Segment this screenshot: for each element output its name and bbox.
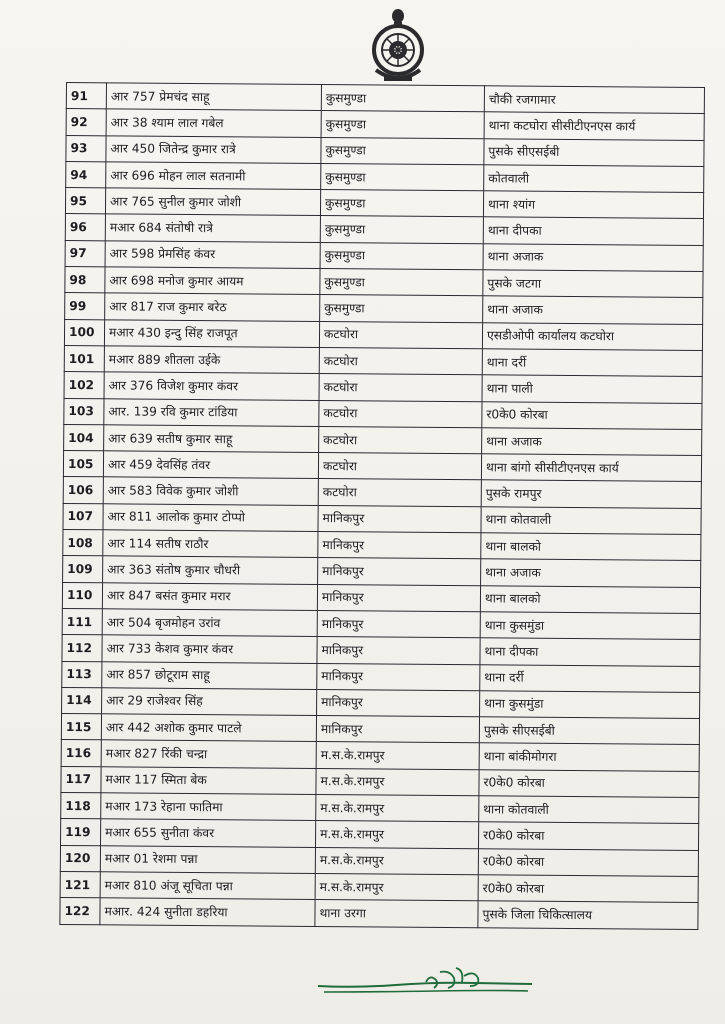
new-posting-cell: थाना बालको (481, 533, 701, 561)
signature-icon (316, 958, 536, 1002)
current-posting-cell: कुसमुण्डा (320, 242, 483, 270)
new-posting-cell: पुसके सीएसईबी (479, 717, 699, 745)
transfer-table-body (60, 83, 705, 929)
new-posting-cell: थाना अजाक (482, 428, 702, 456)
new-posting-cell: र0के0 कोरबा (478, 848, 698, 876)
current-posting-cell: कटघोरा (319, 374, 482, 402)
new-posting-cell: थाना दर्री (480, 664, 700, 692)
serial-number-cell: 93 (66, 135, 106, 162)
employee-name-cell: आर 442 अशोक कुमार पाटले (101, 714, 316, 742)
employee-name-cell: मआर 01 रेशमा पन्ना (100, 845, 315, 873)
serial-number-cell: 103 (64, 398, 104, 425)
current-posting-cell: म.स.के.रामपुर (315, 847, 478, 875)
current-posting-cell: मानिकपुर (317, 610, 480, 638)
current-posting-cell: कटघोरा (319, 426, 482, 454)
new-posting-cell: थाना कटघोरा सीसीटीएनएस कार्य (484, 112, 704, 140)
new-posting-cell: थाना बालको (480, 585, 700, 613)
current-posting-cell: कटघोरा (318, 479, 481, 507)
employee-name-cell: आर 847 बसंत कुमार मरार (102, 582, 317, 610)
new-posting-cell: थाना दीपका (480, 638, 700, 666)
serial-number-cell: 113 (62, 661, 102, 688)
new-posting-cell: एसडीओपी कार्यालय कटघोरा (482, 322, 702, 350)
current-posting-cell: मानिकपुर (317, 663, 480, 691)
new-posting-cell: पुसके रामपुर (481, 480, 701, 508)
employee-name-cell: आर 38 श्याम लाल गबेल (106, 109, 321, 137)
current-posting-cell: कुसमुण्डा (320, 190, 483, 218)
employee-name-cell: आर 698 मनोज कुमार आयम (105, 267, 320, 295)
current-posting-cell: कटघोरा (318, 453, 481, 481)
current-posting-cell: कुसमुण्डा (320, 295, 483, 323)
serial-number-cell: 94 (66, 161, 106, 188)
serial-number-cell: 109 (63, 556, 103, 583)
new-posting-cell: थाना अजाक (483, 296, 703, 324)
serial-number-cell: 112 (62, 635, 102, 662)
serial-number-cell: 99 (65, 293, 105, 320)
employee-name-cell: आर 811 आलोक कुमार टोप्पो (103, 504, 318, 532)
employee-name-cell: आर 459 देवसिंह तंवर (103, 451, 318, 479)
employee-name-cell: मआर 173 रेहाना फातिमा (101, 793, 316, 821)
employee-name-cell: आर 757 प्रेमचंद साहू (106, 83, 321, 111)
serial-number-cell: 116 (61, 740, 101, 767)
current-posting-cell: म.स.के.रामपुर (316, 795, 479, 823)
new-posting-cell: थाना कुसमुंडा (480, 691, 700, 719)
new-posting-cell: थाना पाली (482, 375, 702, 403)
new-posting-cell: थाना बांगो सीसीटीएनएस कार्य (481, 454, 701, 482)
new-posting-cell: थाना बांकीमोगरा (479, 743, 699, 771)
new-posting-cell: कोतवाली (484, 165, 704, 193)
current-posting-cell: कुसमुण्डा (320, 216, 483, 244)
serial-number-cell: 98 (65, 267, 105, 294)
current-posting-cell: मानिकपुर (317, 637, 480, 665)
employee-name-cell: आर 639 सतीष कुमार साहू (104, 425, 319, 453)
serial-number-cell: 106 (63, 477, 103, 504)
employee-name-cell: आर 733 केशव कुमार कंवर (102, 635, 317, 663)
serial-number-cell: 111 (62, 608, 102, 635)
current-posting-cell: कुसमुण्डा (320, 269, 483, 297)
employee-name-cell: आर 765 सुनील कुमार जोशी (105, 188, 320, 216)
new-posting-cell: थाना कोतवाली (481, 507, 701, 535)
serial-number-cell: 105 (63, 451, 103, 478)
current-posting-cell: म.स.के.रामपुर (315, 821, 478, 849)
transfer-table (59, 82, 705, 929)
new-posting-cell: र0के0 कोरबा (479, 769, 699, 797)
current-posting-cell: कटघोरा (319, 321, 482, 349)
new-posting-cell: र0के0 कोरबा (482, 401, 702, 429)
current-posting-cell: कुसमुण्डा (321, 163, 484, 191)
employee-name-cell: मआर. 424 सुनीता डहरिया (100, 898, 315, 926)
new-posting-cell: थाना कुसमुंडा (480, 612, 700, 640)
serial-number-cell: 97 (65, 240, 105, 267)
serial-number-cell: 96 (65, 214, 105, 241)
current-posting-cell: मानिकपुर (317, 689, 480, 717)
employee-name-cell: आर 598 प्रेमसिंह कंवर (105, 241, 320, 269)
new-posting-cell: थाना अजाक (483, 244, 703, 272)
serial-number-cell: 100 (64, 319, 104, 346)
new-posting-cell: र0के0 कोरबा (478, 822, 698, 850)
new-posting-cell: थाना कोतवाली (479, 796, 699, 824)
serial-number-cell: 114 (62, 687, 102, 714)
employee-name-cell: मआर 430 इन्दु सिंह राजपूत (104, 319, 319, 347)
employee-name-cell: आर 857 छोटूराम साहू (102, 661, 317, 689)
current-posting-cell: कटघोरा (319, 347, 482, 375)
employee-name-cell: मआर 827 रिंकी चन्द्रा (101, 740, 316, 768)
serial-number-cell: 95 (65, 188, 105, 215)
current-posting-cell: कुसमुण्डा (321, 111, 484, 139)
new-posting-cell: थाना अजाक (481, 559, 701, 587)
current-posting-cell: कुसमुण्डा (321, 85, 484, 113)
employee-name-cell: मआर 117 स्मिता बेक (101, 767, 316, 795)
new-posting-cell: चौकी रजगामार (484, 86, 704, 114)
new-posting-cell: थाना दर्री (482, 349, 702, 377)
serial-number-cell: 92 (66, 109, 106, 136)
serial-number-cell: 119 (61, 819, 101, 846)
employee-name-cell: आर 376 विजेश कुमार कंवर (104, 372, 319, 400)
serial-number-cell: 91 (66, 83, 106, 110)
employee-name-cell: आर 817 राज कुमार बरेठ (105, 293, 320, 321)
new-posting-cell: थाना श्यांग (483, 191, 703, 219)
employee-name-cell: मआर 684 संतोषी रात्रे (105, 214, 320, 242)
employee-name-cell: आर 504 बृजमोहन उरांव (102, 609, 317, 637)
new-posting-cell: पुसके सीएसईबी (484, 138, 704, 166)
new-posting-cell: र0के0 कोरबा (478, 875, 698, 903)
serial-number-cell: 122 (60, 898, 100, 925)
current-posting-cell: मानिकपुर (317, 584, 480, 612)
current-posting-cell: मानिकपुर (318, 505, 481, 533)
employee-name-cell: आर 583 विवेक कुमार जोशी (103, 477, 318, 505)
employee-name-cell: मआर 655 सुनीता कंवर (101, 819, 316, 847)
serial-number-cell: 102 (64, 372, 104, 399)
employee-name-cell: आर. 139 रवि कुमार टांडिया (104, 398, 319, 426)
serial-number-cell: 118 (61, 792, 101, 819)
current-posting-cell: थाना उरगा (315, 900, 478, 928)
current-posting-cell: कटघोरा (319, 400, 482, 428)
serial-number-cell: 108 (63, 530, 103, 557)
employee-name-cell: आर 363 संतोष कुमार चौधरी (103, 556, 318, 584)
police-emblem-icon (366, 6, 430, 92)
current-posting-cell: कुसमुण्डा (321, 137, 484, 165)
employee-name-cell: आर 114 सतीष राठौर (103, 530, 318, 558)
current-posting-cell: म.स.के.रामपुर (316, 768, 479, 796)
serial-number-cell: 104 (64, 424, 104, 451)
employee-name-cell: मआर 810 अंजू सूचिता पन्ना (100, 872, 315, 900)
employee-name-cell: आर 696 मोहन लाल सतनामी (106, 162, 321, 190)
serial-number-cell: 107 (63, 503, 103, 530)
serial-number-cell: 121 (60, 871, 100, 898)
employee-name-cell: आर 450 जितेन्द्र कुमार रात्रे (106, 135, 321, 163)
current-posting-cell: म.स.के.रामपुर (315, 873, 478, 901)
employee-name-cell: आर 29 राजेश्वर सिंह (102, 688, 317, 716)
current-posting-cell: मानिकपुर (318, 558, 481, 586)
table-row (60, 898, 698, 929)
new-posting-cell: पुसके जटगा (483, 270, 703, 298)
employee-name-cell: मआर 889 शीतला उईके (104, 346, 319, 374)
current-posting-cell: मानिकपुर (316, 716, 479, 744)
serial-number-cell: 110 (62, 582, 102, 609)
new-posting-cell: पुसके जिला चिकित्सालय (478, 901, 698, 929)
serial-number-cell: 120 (60, 845, 100, 872)
current-posting-cell: म.स.के.रामपुर (316, 742, 479, 770)
serial-number-cell: 117 (61, 766, 101, 793)
serial-number-cell: 115 (61, 714, 101, 741)
serial-number-cell: 101 (64, 345, 104, 372)
current-posting-cell: मानिकपुर (318, 532, 481, 560)
new-posting-cell: थाना दीपका (483, 217, 703, 245)
